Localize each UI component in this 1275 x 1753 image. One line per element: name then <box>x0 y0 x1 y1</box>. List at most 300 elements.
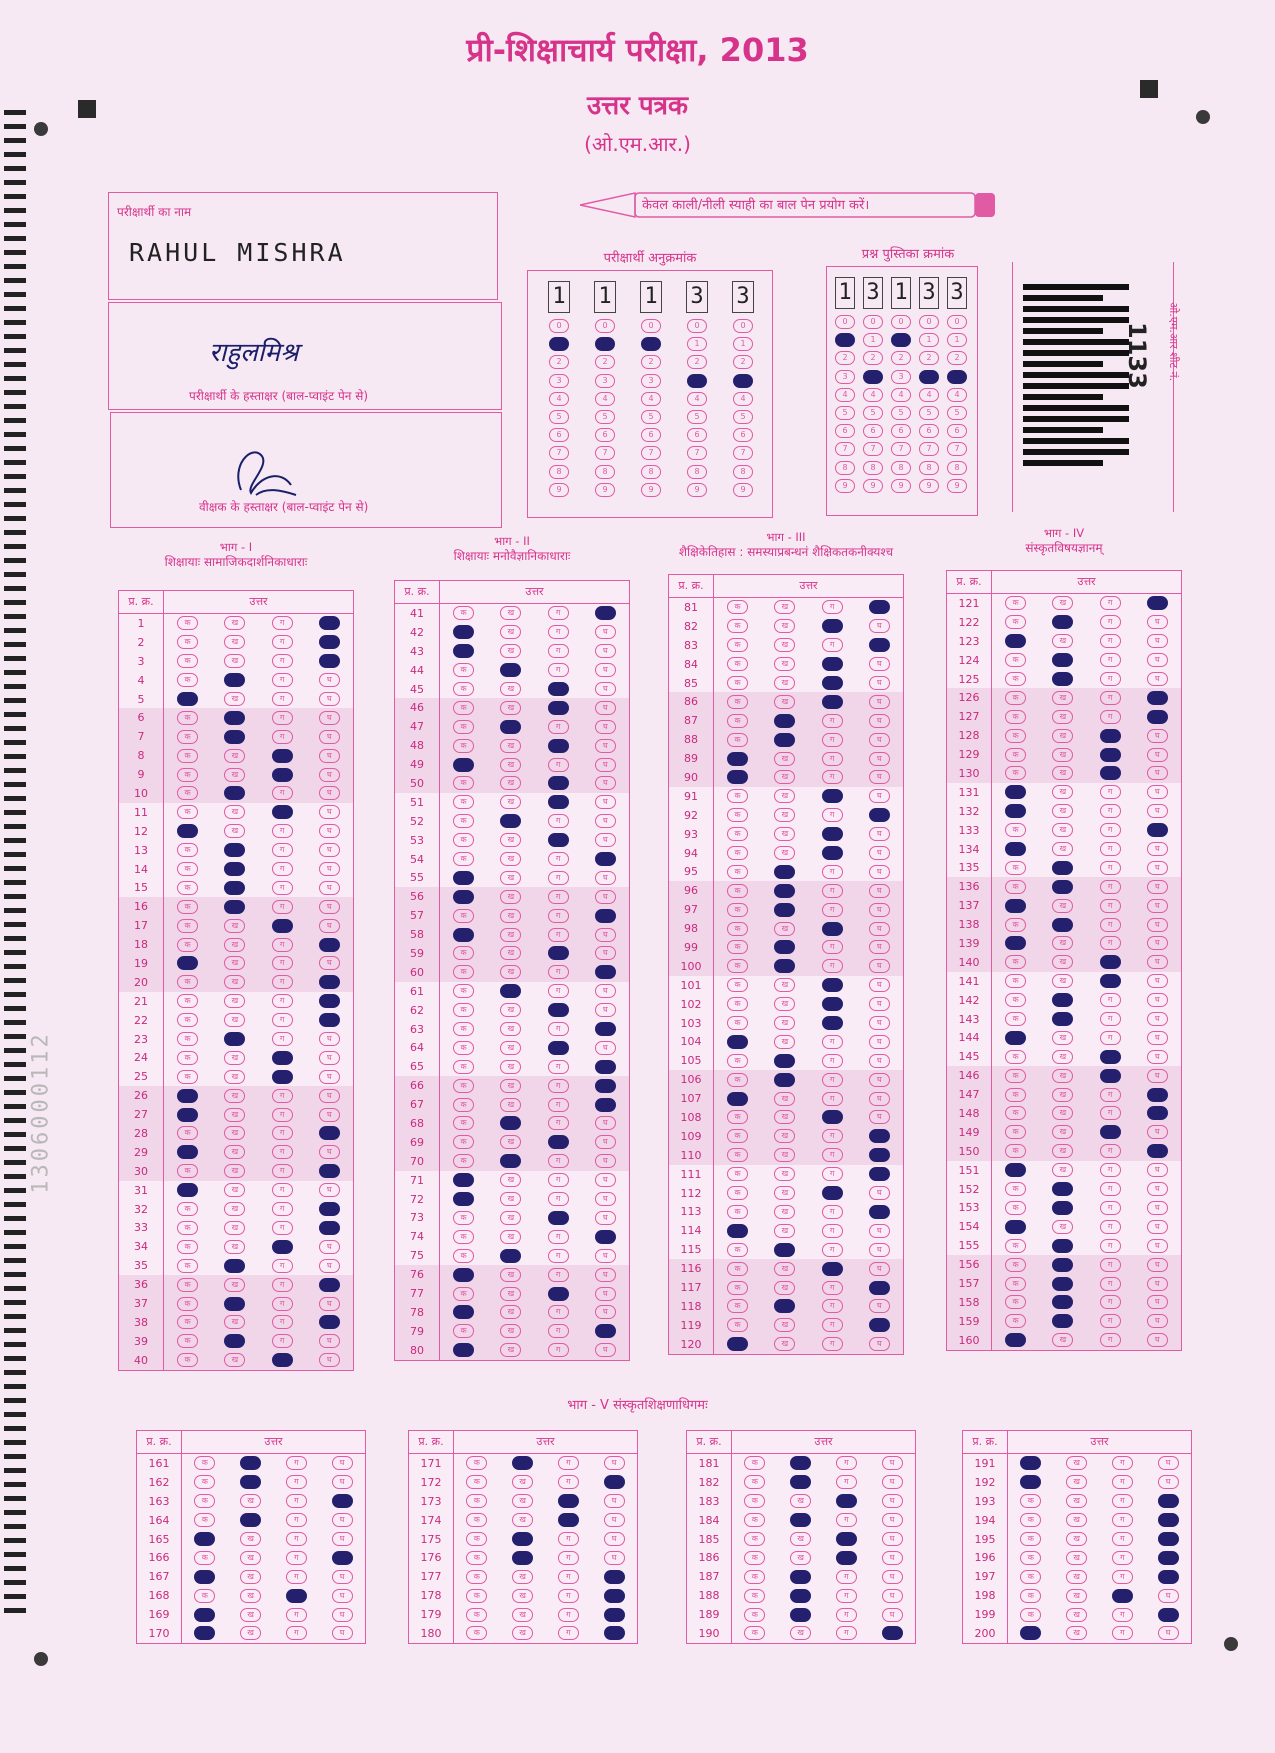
answer-bubble[interactable] <box>869 1148 890 1162</box>
answer-bubble[interactable] <box>194 1608 215 1622</box>
digit-bubble[interactable]: 9 <box>947 479 967 493</box>
digit-bubble[interactable]: 0 <box>595 319 615 333</box>
answer-bubble[interactable] <box>790 1475 811 1489</box>
answer-bubble[interactable] <box>1112 1589 1133 1603</box>
answer-bubble[interactable]: ग <box>272 1297 293 1311</box>
answer-bubble[interactable]: ग <box>558 1475 579 1489</box>
digit-bubble[interactable]: 3 <box>595 374 615 388</box>
answer-bubble[interactable]: ग <box>558 1608 579 1622</box>
answer-bubble[interactable]: क <box>727 733 748 747</box>
answer-bubble[interactable] <box>774 1243 795 1257</box>
answer-bubble[interactable]: घ <box>869 940 890 954</box>
answer-bubble[interactable]: घ <box>319 1259 340 1273</box>
answer-bubble[interactable]: घ <box>319 1183 340 1197</box>
answer-bubble[interactable]: क <box>727 695 748 709</box>
digit-bubble[interactable]: 0 <box>687 319 707 333</box>
answer-bubble[interactable]: घ <box>869 827 890 841</box>
answer-bubble[interactable]: घ <box>595 1154 616 1168</box>
answer-bubble[interactable] <box>869 808 890 822</box>
answer-bubble[interactable]: ख <box>1052 955 1073 969</box>
answer-bubble[interactable]: क <box>727 619 748 633</box>
answer-bubble[interactable]: ग <box>286 1532 307 1546</box>
answer-bubble[interactable]: क <box>177 1315 198 1329</box>
digit-box[interactable]: 1 <box>594 281 616 313</box>
answer-bubble[interactable]: क <box>453 606 474 620</box>
answer-bubble[interactable] <box>240 1475 261 1489</box>
answer-bubble[interactable] <box>548 1003 569 1017</box>
answer-bubble[interactable]: घ <box>869 789 890 803</box>
answer-bubble[interactable]: ग <box>822 770 843 784</box>
answer-bubble[interactable]: ख <box>224 956 245 970</box>
answer-bubble[interactable]: ग <box>1100 1144 1121 1158</box>
answer-bubble[interactable] <box>558 1494 579 1508</box>
answer-bubble[interactable]: ख <box>774 770 795 784</box>
answer-bubble[interactable]: क <box>466 1456 487 1470</box>
answer-bubble[interactable]: घ <box>319 749 340 763</box>
answer-bubble[interactable]: ग <box>286 1513 307 1527</box>
answer-bubble[interactable] <box>224 862 245 876</box>
answer-bubble[interactable]: ग <box>548 965 569 979</box>
answer-bubble[interactable]: घ <box>319 692 340 706</box>
answer-bubble[interactable] <box>604 1608 625 1622</box>
digit-box[interactable]: 1 <box>835 277 855 309</box>
answer-bubble[interactable] <box>1158 1494 1179 1508</box>
digit-bubble[interactable]: 2 <box>947 351 967 365</box>
answer-bubble[interactable]: क <box>727 1167 748 1181</box>
answer-bubble[interactable] <box>604 1626 625 1640</box>
digit-bubble[interactable]: 5 <box>549 410 569 424</box>
answer-bubble[interactable]: क <box>1005 993 1026 1007</box>
answer-bubble[interactable]: घ <box>869 959 890 973</box>
digit-bubble[interactable] <box>733 374 753 388</box>
answer-bubble[interactable] <box>1005 1220 1026 1234</box>
answer-bubble[interactable]: ख <box>1052 1333 1073 1347</box>
answer-bubble[interactable] <box>1052 672 1073 686</box>
answer-bubble[interactable]: क <box>177 616 198 630</box>
answer-bubble[interactable]: ख <box>240 1626 261 1640</box>
answer-bubble[interactable]: ग <box>1112 1456 1133 1470</box>
answer-bubble[interactable] <box>604 1589 625 1603</box>
answer-bubble[interactable] <box>790 1513 811 1527</box>
answer-bubble[interactable]: ख <box>500 909 521 923</box>
answer-bubble[interactable]: ग <box>1100 880 1121 894</box>
answer-bubble[interactable]: ख <box>1052 634 1073 648</box>
digit-bubble[interactable]: 6 <box>835 424 855 438</box>
answer-bubble[interactable]: घ <box>869 1337 890 1351</box>
digit-bubble[interactable]: 4 <box>641 392 661 406</box>
answer-bubble[interactable]: क <box>744 1532 765 1546</box>
answer-bubble[interactable]: क <box>466 1608 487 1622</box>
answer-bubble[interactable]: ग <box>822 1035 843 1049</box>
answer-bubble[interactable]: ग <box>1100 1201 1121 1215</box>
answer-bubble[interactable]: क <box>453 1003 474 1017</box>
answer-bubble[interactable]: घ <box>869 846 890 860</box>
answer-bubble[interactable] <box>790 1570 811 1584</box>
answer-bubble[interactable] <box>512 1456 533 1470</box>
answer-bubble[interactable]: ख <box>224 1353 245 1367</box>
answer-bubble[interactable]: ग <box>548 871 569 885</box>
answer-bubble[interactable]: घ <box>882 1456 903 1470</box>
answer-bubble[interactable] <box>319 994 340 1008</box>
digit-bubble[interactable]: 9 <box>835 479 855 493</box>
answer-bubble[interactable]: घ <box>595 1249 616 1263</box>
answer-bubble[interactable]: क <box>727 846 748 860</box>
answer-bubble[interactable]: क <box>1020 1551 1041 1565</box>
answer-bubble[interactable] <box>595 1098 616 1112</box>
answer-bubble[interactable]: घ <box>595 890 616 904</box>
answer-bubble[interactable]: ख <box>512 1494 533 1508</box>
answer-bubble[interactable]: ख <box>224 919 245 933</box>
answer-bubble[interactable]: क <box>177 1032 198 1046</box>
answer-bubble[interactable]: घ <box>319 824 340 838</box>
answer-bubble[interactable] <box>453 928 474 942</box>
digit-bubble[interactable]: 4 <box>595 392 615 406</box>
answer-bubble[interactable]: क <box>177 635 198 649</box>
answer-bubble[interactable]: क <box>453 1230 474 1244</box>
answer-bubble[interactable]: घ <box>869 752 890 766</box>
answer-bubble[interactable]: ख <box>774 922 795 936</box>
answer-bubble[interactable]: ग <box>272 843 293 857</box>
answer-bubble[interactable]: ख <box>224 749 245 763</box>
answer-bubble[interactable]: क <box>1005 955 1026 969</box>
answer-bubble[interactable]: घ <box>595 720 616 734</box>
answer-bubble[interactable] <box>1100 766 1121 780</box>
answer-bubble[interactable]: ख <box>500 1343 521 1357</box>
answer-bubble[interactable]: क <box>727 922 748 936</box>
digit-box[interactable]: 1 <box>640 281 662 313</box>
answer-bubble[interactable]: घ <box>319 1108 340 1122</box>
answer-bubble[interactable]: ग <box>822 1167 843 1181</box>
answer-bubble[interactable]: घ <box>1147 1125 1168 1139</box>
answer-bubble[interactable]: ख <box>240 1608 261 1622</box>
answer-bubble[interactable]: ख <box>500 965 521 979</box>
answer-bubble[interactable]: क <box>727 959 748 973</box>
answer-bubble[interactable]: घ <box>869 1224 890 1238</box>
answer-bubble[interactable] <box>194 1626 215 1640</box>
answer-bubble[interactable]: घ <box>882 1532 903 1546</box>
answer-bubble[interactable]: घ <box>1147 615 1168 629</box>
answer-bubble[interactable]: ख <box>1052 1069 1073 1083</box>
answer-bubble[interactable]: घ <box>869 714 890 728</box>
answer-bubble[interactable] <box>822 1186 843 1200</box>
answer-bubble[interactable]: घ <box>1147 1277 1168 1291</box>
answer-bubble[interactable]: ग <box>286 1551 307 1565</box>
answer-bubble[interactable]: ग <box>1100 710 1121 724</box>
answer-bubble[interactable]: ख <box>224 1221 245 1235</box>
answer-bubble[interactable]: क <box>744 1589 765 1603</box>
answer-bubble[interactable] <box>272 919 293 933</box>
answer-bubble[interactable]: क <box>453 1154 474 1168</box>
answer-bubble[interactable]: ग <box>1112 1608 1133 1622</box>
answer-bubble[interactable] <box>319 938 340 952</box>
answer-bubble[interactable]: क <box>1005 691 1026 705</box>
answer-bubble[interactable] <box>727 752 748 766</box>
answer-bubble[interactable]: घ <box>595 1173 616 1187</box>
answer-bubble[interactable]: ख <box>224 1051 245 1065</box>
answer-bubble[interactable]: ग <box>1100 1220 1121 1234</box>
answer-bubble[interactable]: क <box>194 1456 215 1470</box>
answer-bubble[interactable]: ख <box>500 946 521 960</box>
answer-bubble[interactable]: ग <box>286 1494 307 1508</box>
answer-bubble[interactable] <box>774 903 795 917</box>
answer-bubble[interactable]: क <box>727 827 748 841</box>
answer-bubble[interactable]: घ <box>332 1608 353 1622</box>
answer-bubble[interactable]: ख <box>774 978 795 992</box>
answer-bubble[interactable]: क <box>727 789 748 803</box>
answer-bubble[interactable] <box>500 984 521 998</box>
digit-bubble[interactable]: 2 <box>595 355 615 369</box>
answer-bubble[interactable]: क <box>177 768 198 782</box>
answer-bubble[interactable]: घ <box>882 1513 903 1527</box>
answer-bubble[interactable]: घ <box>869 676 890 690</box>
answer-bubble[interactable]: क <box>177 1202 198 1216</box>
answer-bubble[interactable]: घ <box>869 865 890 879</box>
answer-bubble[interactable] <box>548 776 569 790</box>
answer-bubble[interactable] <box>727 770 748 784</box>
answer-bubble[interactable]: क <box>177 975 198 989</box>
answer-bubble[interactable]: घ <box>595 1003 616 1017</box>
answer-bubble[interactable]: घ <box>882 1551 903 1565</box>
answer-bubble[interactable]: ग <box>548 663 569 677</box>
answer-bubble[interactable]: ख <box>790 1494 811 1508</box>
answer-bubble[interactable] <box>272 1240 293 1254</box>
answer-bubble[interactable]: क <box>194 1551 215 1565</box>
answer-bubble[interactable]: ख <box>774 1016 795 1030</box>
answer-bubble[interactable]: ग <box>548 814 569 828</box>
answer-bubble[interactable] <box>319 1164 340 1178</box>
answer-bubble[interactable]: ग <box>272 1032 293 1046</box>
answer-bubble[interactable]: ग <box>548 1343 569 1357</box>
answer-bubble[interactable]: ग <box>1112 1494 1133 1508</box>
answer-bubble[interactable]: ख <box>500 1098 521 1112</box>
answer-bubble[interactable]: ख <box>224 635 245 649</box>
digit-bubble[interactable]: 1 <box>687 337 707 351</box>
answer-bubble[interactable]: ख <box>774 1148 795 1162</box>
answer-bubble[interactable] <box>240 1456 261 1470</box>
answer-bubble[interactable] <box>224 900 245 914</box>
answer-bubble[interactable]: घ <box>1147 955 1168 969</box>
answer-bubble[interactable]: ख <box>774 1205 795 1219</box>
digit-bubble[interactable]: 0 <box>641 319 661 333</box>
answer-bubble[interactable]: ख <box>1052 823 1073 837</box>
answer-bubble[interactable]: ख <box>774 1035 795 1049</box>
answer-bubble[interactable] <box>1147 1106 1168 1120</box>
answer-bubble[interactable]: घ <box>869 1110 890 1124</box>
digit-bubble[interactable] <box>549 337 569 351</box>
answer-bubble[interactable] <box>822 827 843 841</box>
answer-bubble[interactable] <box>1005 804 1026 818</box>
answer-bubble[interactable]: क <box>177 881 198 895</box>
answer-bubble[interactable]: घ <box>1147 785 1168 799</box>
answer-bubble[interactable]: ख <box>774 657 795 671</box>
answer-bubble[interactable]: घ <box>869 1035 890 1049</box>
answer-bubble[interactable]: क <box>1005 1314 1026 1328</box>
answer-bubble[interactable]: ख <box>774 846 795 860</box>
digit-bubble[interactable]: 4 <box>947 388 967 402</box>
answer-bubble[interactable] <box>1052 1201 1073 1215</box>
answer-bubble[interactable]: क <box>727 1205 748 1219</box>
answer-bubble[interactable]: क <box>177 919 198 933</box>
answer-bubble[interactable]: ख <box>1052 1031 1073 1045</box>
answer-bubble[interactable]: ग <box>272 1183 293 1197</box>
answer-bubble[interactable] <box>500 720 521 734</box>
answer-bubble[interactable]: ग <box>272 1259 293 1273</box>
answer-bubble[interactable] <box>869 1205 890 1219</box>
answer-bubble[interactable]: ग <box>1100 1258 1121 1272</box>
answer-bubble[interactable] <box>272 1353 293 1367</box>
answer-bubble[interactable] <box>1147 596 1168 610</box>
answer-bubble[interactable]: ख <box>512 1626 533 1640</box>
answer-bubble[interactable]: क <box>1005 1144 1026 1158</box>
answer-bubble[interactable] <box>595 1230 616 1244</box>
answer-bubble[interactable]: ग <box>1100 918 1121 932</box>
answer-bubble[interactable]: क <box>177 1013 198 1027</box>
digit-bubble[interactable]: 8 <box>835 461 855 475</box>
answer-bubble[interactable]: ख <box>224 1164 245 1178</box>
answer-bubble[interactable]: क <box>1005 823 1026 837</box>
answer-bubble[interactable]: घ <box>869 1092 890 1106</box>
answer-bubble[interactable]: ग <box>272 994 293 1008</box>
answer-bubble[interactable]: घ <box>1158 1589 1179 1603</box>
answer-bubble[interactable] <box>319 1221 340 1235</box>
answer-bubble[interactable]: ग <box>548 1098 569 1112</box>
answer-bubble[interactable]: ख <box>774 1337 795 1351</box>
answer-bubble[interactable]: ख <box>500 1211 521 1225</box>
answer-bubble[interactable]: ख <box>1052 842 1073 856</box>
answer-bubble[interactable]: क <box>727 903 748 917</box>
answer-bubble[interactable]: ग <box>822 1337 843 1351</box>
answer-bubble[interactable]: ख <box>1052 1088 1073 1102</box>
answer-bubble[interactable]: घ <box>1147 1182 1168 1196</box>
answer-bubble[interactable]: ग <box>548 1022 569 1036</box>
answer-bubble[interactable]: घ <box>595 644 616 658</box>
answer-bubble[interactable]: क <box>453 1116 474 1130</box>
answer-bubble[interactable]: क <box>177 1278 198 1292</box>
answer-bubble[interactable]: घ <box>332 1475 353 1489</box>
answer-bubble[interactable] <box>177 692 198 706</box>
answer-bubble[interactable]: ग <box>822 1281 843 1295</box>
digit-bubble[interactable]: 0 <box>863 315 883 329</box>
answer-bubble[interactable]: ख <box>1052 974 1073 988</box>
answer-bubble[interactable]: ख <box>500 606 521 620</box>
answer-bubble[interactable] <box>224 711 245 725</box>
answer-bubble[interactable]: ग <box>822 1205 843 1219</box>
answer-bubble[interactable]: ग <box>822 1129 843 1143</box>
answer-bubble[interactable]: ख <box>1066 1532 1087 1546</box>
answer-bubble[interactable]: क <box>177 786 198 800</box>
answer-bubble[interactable] <box>319 1202 340 1216</box>
answer-bubble[interactable] <box>224 843 245 857</box>
answer-bubble[interactable]: घ <box>319 805 340 819</box>
answer-bubble[interactable]: घ <box>1147 804 1168 818</box>
answer-bubble[interactable]: ख <box>790 1626 811 1640</box>
answer-bubble[interactable]: घ <box>869 1243 890 1257</box>
answer-bubble[interactable] <box>500 1116 521 1130</box>
answer-bubble[interactable]: घ <box>595 795 616 809</box>
answer-bubble[interactable]: घ <box>1147 842 1168 856</box>
answer-bubble[interactable] <box>822 695 843 709</box>
digit-bubble[interactable]: 6 <box>919 424 939 438</box>
answer-bubble[interactable]: घ <box>595 928 616 942</box>
answer-bubble[interactable]: ग <box>558 1570 579 1584</box>
answer-bubble[interactable]: ग <box>1100 1333 1121 1347</box>
answer-bubble[interactable]: क <box>1005 1258 1026 1272</box>
digit-bubble[interactable]: 6 <box>733 428 753 442</box>
answer-bubble[interactable]: क <box>453 984 474 998</box>
answer-bubble[interactable]: ख <box>224 805 245 819</box>
answer-bubble[interactable]: घ <box>319 881 340 895</box>
answer-bubble[interactable]: ख <box>240 1589 261 1603</box>
answer-bubble[interactable] <box>822 676 843 690</box>
answer-bubble[interactable] <box>272 768 293 782</box>
answer-bubble[interactable]: ग <box>272 824 293 838</box>
answer-bubble[interactable]: क <box>1020 1513 1041 1527</box>
answer-bubble[interactable]: क <box>744 1513 765 1527</box>
answer-bubble[interactable]: ग <box>836 1456 857 1470</box>
answer-bubble[interactable]: ग <box>272 1013 293 1027</box>
answer-bubble[interactable] <box>177 1145 198 1159</box>
answer-bubble[interactable]: घ <box>595 1268 616 1282</box>
digit-bubble[interactable]: 5 <box>835 406 855 420</box>
answer-bubble[interactable]: क <box>1020 1589 1041 1603</box>
answer-bubble[interactable] <box>1158 1513 1179 1527</box>
answer-bubble[interactable] <box>1100 729 1121 743</box>
answer-bubble[interactable] <box>774 884 795 898</box>
answer-bubble[interactable] <box>1020 1456 1041 1470</box>
answer-bubble[interactable]: ग <box>272 635 293 649</box>
answer-bubble[interactable]: क <box>727 676 748 690</box>
answer-bubble[interactable]: ख <box>790 1532 811 1546</box>
answer-bubble[interactable]: घ <box>595 1287 616 1301</box>
answer-bubble[interactable]: क <box>1005 653 1026 667</box>
answer-bubble[interactable] <box>224 1259 245 1273</box>
answer-bubble[interactable] <box>548 1211 569 1225</box>
answer-bubble[interactable] <box>177 824 198 838</box>
answer-bubble[interactable]: क <box>727 1281 748 1295</box>
answer-bubble[interactable]: ग <box>272 956 293 970</box>
answer-bubble[interactable]: ग <box>1100 1088 1121 1102</box>
answer-bubble[interactable] <box>272 1070 293 1084</box>
answer-bubble[interactable]: ख <box>224 1278 245 1292</box>
answer-bubble[interactable]: घ <box>595 758 616 772</box>
answer-bubble[interactable]: घ <box>869 733 890 747</box>
answer-bubble[interactable]: घ <box>595 984 616 998</box>
answer-bubble[interactable]: घ <box>595 663 616 677</box>
answer-bubble[interactable]: घ <box>882 1608 903 1622</box>
answer-bubble[interactable]: क <box>1005 1012 1026 1026</box>
answer-bubble[interactable]: ग <box>548 1192 569 1206</box>
answer-bubble[interactable]: क <box>727 808 748 822</box>
answer-bubble[interactable] <box>1005 899 1026 913</box>
answer-bubble[interactable]: ग <box>1112 1532 1133 1546</box>
answer-bubble[interactable]: क <box>727 1262 748 1276</box>
answer-bubble[interactable] <box>1100 1050 1121 1064</box>
answer-bubble[interactable]: घ <box>1147 1069 1168 1083</box>
digit-bubble[interactable]: 7 <box>947 442 967 456</box>
answer-bubble[interactable]: घ <box>604 1513 625 1527</box>
answer-bubble[interactable]: ग <box>822 1073 843 1087</box>
digit-bubble[interactable]: 6 <box>947 424 967 438</box>
answer-bubble[interactable]: ग <box>548 1060 569 1074</box>
answer-bubble[interactable]: घ <box>319 956 340 970</box>
digit-bubble[interactable]: 6 <box>595 428 615 442</box>
answer-bubble[interactable] <box>790 1456 811 1470</box>
digit-bubble[interactable]: 8 <box>891 461 911 475</box>
answer-bubble[interactable]: ग <box>548 1324 569 1338</box>
answer-bubble[interactable]: ख <box>500 701 521 715</box>
answer-bubble[interactable]: ग <box>822 884 843 898</box>
answer-bubble[interactable]: ग <box>548 1249 569 1263</box>
